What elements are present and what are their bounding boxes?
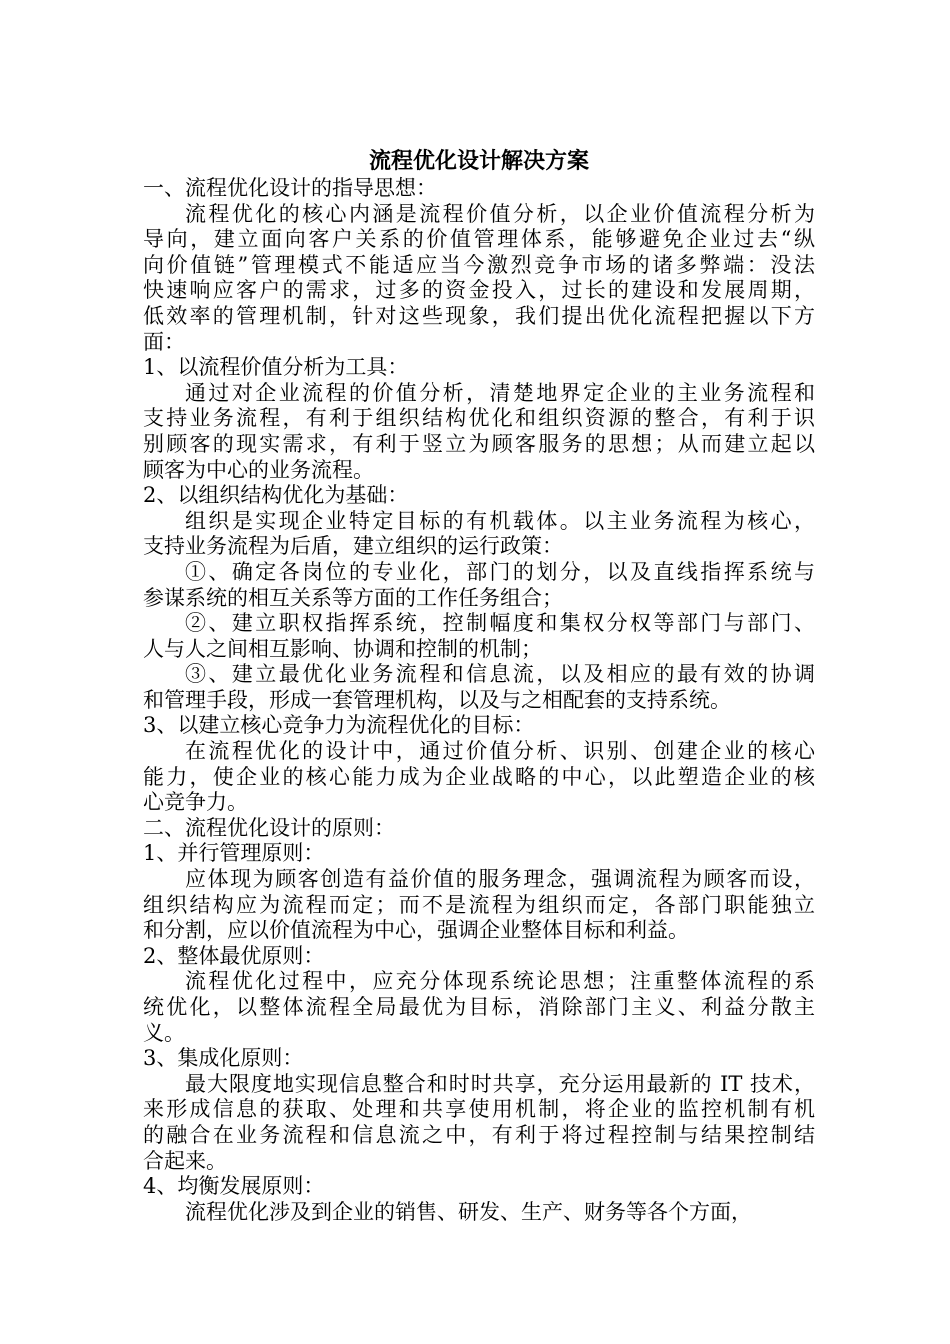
section-heading — [143, 816, 815, 842]
paragraph-line: 统优化，以整体流程全局最优为目标，消除部门主义、利益分散主 — [143, 995, 815, 1019]
paragraph-line: 在流程优化的设计中，通过价值分析、识别、创建企业的核心 — [185, 739, 815, 764]
paragraph-line: 人与人之间相互影响、协调和控制的机制； — [143, 636, 542, 661]
paragraph-line: 顾客为中心的业务流程。 — [143, 457, 374, 482]
paragraph-line: 别顾客的现实需求，有利于竖立为顾客服务的思想；从而建立起以 — [143, 431, 815, 456]
paragraph-line: 的融合在业务流程和信息流之中，有利于将过程控制与结果控制结 — [143, 1122, 815, 1147]
paragraph — [143, 739, 815, 816]
heading-text: 3、集成化原则： — [143, 1046, 304, 1071]
paragraph-line: 流程优化的核心内涵是流程价值分析，以企业价值流程分析为 — [185, 201, 815, 226]
paragraph — [143, 867, 815, 944]
section-heading — [143, 176, 815, 202]
paragraph-line: ②、建立职权指挥系统，控制幅度和集权分权等部门与部门、 — [185, 611, 815, 636]
paragraph — [143, 202, 815, 356]
heading-text: 2、以组织结构优化为基础： — [143, 483, 409, 508]
paragraph-line: 应体现为顾客创造有益价值的服务理念，强调流程为顾客而设， — [185, 867, 815, 892]
paragraph-line: 义。 — [143, 1020, 185, 1045]
paragraph — [143, 381, 815, 483]
document-body — [143, 176, 815, 1225]
paragraph-line: 合起来。 — [143, 1148, 227, 1173]
paragraph-line: 向价值链”管理模式不能适应当今激烈竞争市场的诸多弊端：没法 — [143, 252, 815, 277]
paragraph-line: 和管理手段，形成一套管理机构，以及与之相配套的支持系统。 — [143, 687, 731, 712]
section-heading — [143, 355, 815, 381]
paragraph-line: 导向，建立面向客户关系的价值管理体系，能够避免企业过去“纵 — [143, 227, 815, 252]
document-title: 流程优化设计解决方案 — [368, 148, 589, 174]
paragraph-line: 心竞争力。 — [143, 790, 248, 815]
paragraph — [143, 509, 815, 560]
paragraph-line: 面： — [143, 329, 185, 354]
document-content — [143, 146, 815, 1225]
paragraph — [143, 560, 815, 611]
section-heading — [143, 841, 815, 867]
paragraph — [143, 662, 815, 713]
paragraph — [143, 1072, 815, 1174]
paragraph-line: 支持业务流程为后盾，建立组织的运行政策： — [143, 534, 563, 559]
section-heading — [143, 1046, 815, 1072]
heading-text: 2、整体最优原则： — [143, 943, 325, 968]
heading-text: 4、均衡发展原则： — [143, 1174, 325, 1199]
paragraph-line: 组织结构应为流程而定；而不是流程为组织而定，各部门职能独立 — [143, 892, 815, 917]
heading-text: 二、流程优化设计的原则： — [143, 815, 395, 840]
heading-text: 1、以流程价值分析为工具： — [143, 355, 409, 380]
paragraph-line: 参谋系统的相互关系等方面的工作任务组合； — [143, 585, 563, 610]
paragraph — [143, 1200, 815, 1226]
section-heading — [143, 713, 815, 739]
heading-text: 3、以建立核心竞争力为流程优化的目标： — [143, 713, 535, 738]
paragraph-line: 能力，使企业的核心能力成为企业战略的中心，以此塑造企业的核 — [143, 764, 815, 789]
paragraph-line: 低效率的管理机制，针对这些现象，我们提出优化流程把握以下方 — [143, 303, 815, 328]
heading-text: 1、并行管理原则： — [143, 841, 325, 866]
heading-text: 一、流程优化设计的指导思想： — [143, 176, 437, 200]
paragraph-line: 流程优化涉及到企业的销售、研发、生产、财务等各个方面， — [185, 1199, 752, 1224]
paragraph-line: 来形成信息的获取、处理和共享使用机制，将企业的监控机制有机 — [143, 1097, 815, 1122]
paragraph-line: 流程优化过程中，应充分体现系统论思想；注重整体流程的系 — [185, 969, 815, 994]
paragraph-line: 快速响应客户的需求，过多的资金投入，过长的建设和发展周期， — [143, 278, 815, 303]
paragraph-line: ③、建立最优化业务流程和信息流，以及相应的最有效的协调 — [185, 662, 815, 687]
paragraph-line: 通过对企业流程的价值分析，清楚地界定企业的主业务流程和 — [185, 380, 815, 405]
section-heading — [143, 1174, 815, 1200]
section-heading — [143, 483, 815, 509]
paragraph — [143, 969, 815, 1046]
section-heading — [143, 944, 815, 970]
paragraph — [143, 611, 815, 662]
paragraph-line: 组织是实现企业特定目标的有机载体。以主业务流程为核心， — [185, 508, 815, 533]
paragraph-line: 支持业务流程，有利于组织结构优化和组织资源的整合，有利于识 — [143, 406, 815, 431]
paragraph-line: 和分割，应以价值流程为中心，强调企业整体目标和利益。 — [143, 918, 689, 943]
paragraph-line: ①、确定各岗位的专业化，部门的划分，以及直线指挥系统与 — [185, 559, 815, 584]
paragraph-line: 最大限度地实现信息整合和时时共享，充分运用最新的 IT 技术， — [185, 1071, 815, 1096]
